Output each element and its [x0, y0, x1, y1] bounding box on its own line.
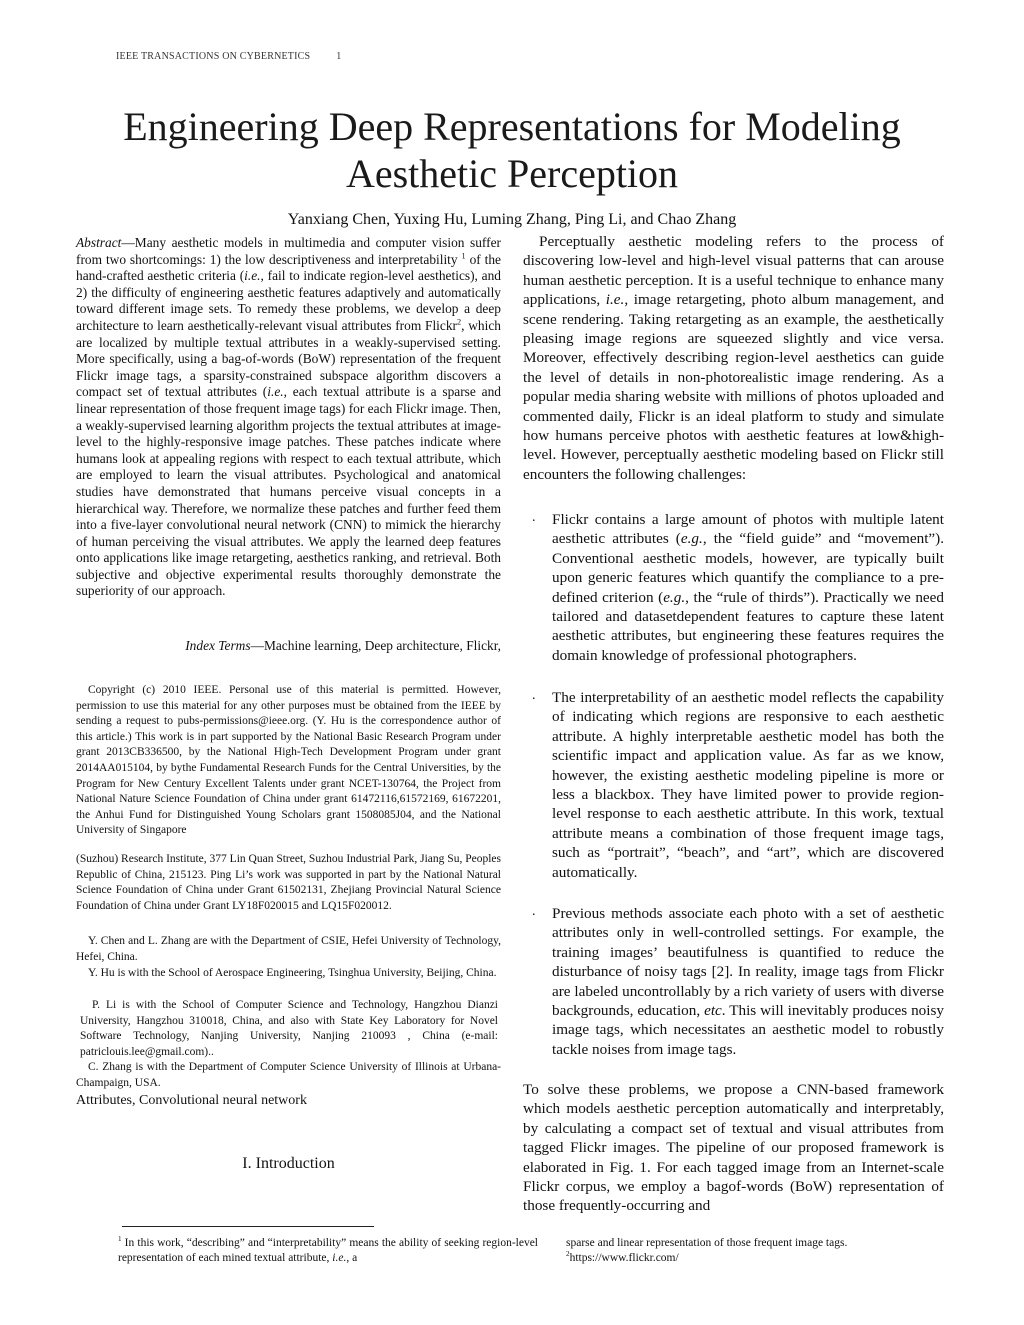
bullet-item-3: . Previous methods associate each photo with a set of aesthetic attributes only in well-controlled settings. For example, the training images’ beautifulness is quantified to reduce the disturbance of noisy tags [2]. In reality, image tags from Flickr are labeled uncontrollably by a rich variety of users with diverse backgrounds, education, etc. This will inevitably produces noisy image tags, which necessitates an aesthetic model to robustly tackle noises from image tags. [532, 904, 944, 1058]
journal-name: IEEE TRANSACTIONS ON CYBERNETICS [116, 51, 311, 62]
funding-note: (Suzhou) Research Institute, 377 Lin Quan Street, Suzhou Industrial Park, Jiang Su, Peoples Republic of China, 215123. Ping Li’s work was supported in part by the National Natural Science Foundation of China under Grant 61502131, Zhejiang Provincial Natural Science Foundation of China under Grant LY18F020015 and LQ15F020012. [76, 853, 501, 912]
footnote-ref-1: 1 [461, 251, 466, 261]
bullet-marker: . [532, 904, 536, 919]
bullet-marker: . [532, 688, 536, 703]
footnote-separator [122, 1226, 374, 1227]
paper-title [60, 103, 964, 197]
page-number: 1 [336, 51, 342, 62]
author-list: Yanxiang Chen, Yuxing Hu, Luming Zhang, Ping Li, and Chao Zhang [287, 211, 737, 228]
copyright-notice: Copyright (c) 2010 IEEE. Personal use of this material is permitted. However, permission to use this material for any other purposes must be obtained from the IEEE by sending a request to pubs-permissions@ieee.org. (Y. Hu is the correspondence author of this article.) This work is in part supported by the National Basic Research Program under grant 2013CB336500, by the National High-Tech Development Program under grant 2014AA015104, by bythe Fundamental Research Funds for the Central Universities, by the Program for New Century Excellent Talents under grant NCET-130764, the Project from National Nature Science Foundation of China under grant 61472116,61572169, 61672201, the Anhui Fund for Distinguished Young Scholars grant 1508085J04, and the National University of Singapore [76, 684, 501, 837]
index-terms-continued: Attributes, Convolutional neural network [76, 1093, 307, 1108]
footnote-continuation: sparse and linear representation of those frequent image tags. $^2$https://www.flickr.com/ [566, 1236, 944, 1267]
intro-paragraph-1: Perceptually aesthetic modeling refers to the process of discovering low-level and high-level visual patterns that can arouse human aesthetic perception. It is a useful technique to enhance many applications, i.e., image retargeting, photo album management, and scene rendering. Taking retargeting as an example, the aesthetically pleasing image regions are squeezed slightly and vice versa. Moreover, effectively describing region-level aesthetics can guide the level of details in non-photorealistic image rendering. As a popular media sharing website with millions of photos uploaded and commented daily, Flickr is an ideal platform to study and simulate how humans perceive photos with aesthetic features at low&high-level. However, perceptually aesthetic modeling based on Flickr still encounters the following challenges: [523, 233, 944, 483]
flickr-url: https://www.flickr.com/ [569, 1252, 679, 1265]
affiliation-li: P. Li is with the School of Computer Science and Technology, Hangzhou Dianzi University, Hangzhou 310018, China, and also with State Key Laboratory for Novel Software Technology, Nanjing University, Nanjing 210093 , China (e-mail: patriclouis.lee@gmail.com).. [80, 999, 498, 1058]
footnote-2: $^2$https://www.flickr.com/ [566, 1250, 679, 1265]
footnote-1: $^1$ In this work, “describing” and “interpretability” means the ability of seeking region-level representation of each mined textual attribute, i.e., a [118, 1235, 538, 1265]
intro-paragraph-2: To solve these problems, we propose a CNN-based framework which models aesthetic perception automatically and interpretably, by calculating a compact set of textual and visual attributes from tagged Flickr images. The pipeline of our proposed framework is elaborated in Fig. 1. For each tagged image from an Internet-scale Flickr corpus, we employ a bagof-words (BoW) representation of those frequently-occurring and [523, 1081, 944, 1215]
running-header [116, 51, 341, 62]
section-heading: I. Introduction [242, 1155, 335, 1172]
title-line-1: Engineering Deep Representations for Modeling [123, 104, 901, 149]
affiliation-chen-zhang: Y. Chen and L. Zhang are with the Department of CSIE, Hefei University of Technology, Hefei, China. [76, 935, 501, 963]
abstract-label: Abstract [76, 235, 122, 250]
bullet-marker: . [532, 510, 536, 525]
abstract: Abstract—Many aesthetic models in multimedia and computer vision suffer from two shortcomings: 1) the low descriptiveness and interpretability $^1$ of the hand-crafted aesthetic criteria (i.e., fail to indicate region-level aesthetics), and 2) the difficulty of engineering aesthetic features adaptively and automatically toward different image sets. To remedy these problems, we develop a deep architecture to learn aesthetically-relevant visual attributes from Flickr$^2$, which are localized by multiple textual attributes in a weakly-supervised setting. More specifically, using a bag-of-words (BoW) representation of the frequent Flickr image tags, a sparsity-constrained subspace algorithm discovers a compact set of textual attributes (i.e., each textual attribute is a sparse and linear representation of those frequent image tags) for each Flickr image. Then, a weakly-supervised learning algorithm projects the textual attributes at image-level to the highly-responsive image patches. These patches indicate where humans look at appealing regions with respect to each textual attribute, which are employed to learn the visual attributes. Psychological and anatomical studies have demonstrated that humans perceive visual concepts in a hierarchical way. Therefore, we normalize these patches and further feed them into a five-layer convolutional neural network (CNN) to mimick the hierarchy of human perceiving the visual attributes. We apply the learned deep features onto applications like image retargeting, aesthetics ranking, and retrieval. Both subjective and objective experimental results thoroughly demonstrate the superiority of our approach. [76, 235, 502, 599]
index-terms: Index Terms—Machine learning, Deep architecture, Flickr, [185, 638, 501, 653]
footnote-ref-2: 2 [457, 317, 462, 327]
title-line-2: Aesthetic Perception [345, 151, 679, 196]
affiliation-hu: Y. Hu is with the School of Aerospace Engineering, Tsinghua University, Beijing, China. [88, 967, 497, 979]
bullet-item-1: . Flickr contains a large amount of photos with multiple latent aesthetic attributes (e.g., the “field guide” and “movement”). Conventional aesthetic models, however, are typically built upon generic features which quantify the compliance to a pre-defined criterion (e.g., the “rule of thirds”). Practically we need tailored and datasetdependent features to capture these latent aesthetic attributes, but engineering these features requires the domain knowledge of professional photographers. [532, 510, 945, 664]
index-terms-label: Index Terms [185, 638, 251, 653]
affiliation-c-zhang: C. Zhang is with the Department of Computer Science University of Illinois at Urbana-Champaign, USA. [76, 1061, 501, 1089]
bullet-item-2: . The interpretability of an aesthetic model reflects the capability of indicating which regions are responsive to each aesthetic attribute. A highly interpretable aesthetic model has both the scientific impact and application value. As far as we know, however, the existing aesthetic modeling pipeline is more or less a blackbox. They have limited power to provide region-level response to each aesthetic attribute. In this work, textual attribute means a combination of those frequent image tags, such as “portrait”, “beach”, and “art”, which are discovered automatically. [532, 688, 944, 881]
